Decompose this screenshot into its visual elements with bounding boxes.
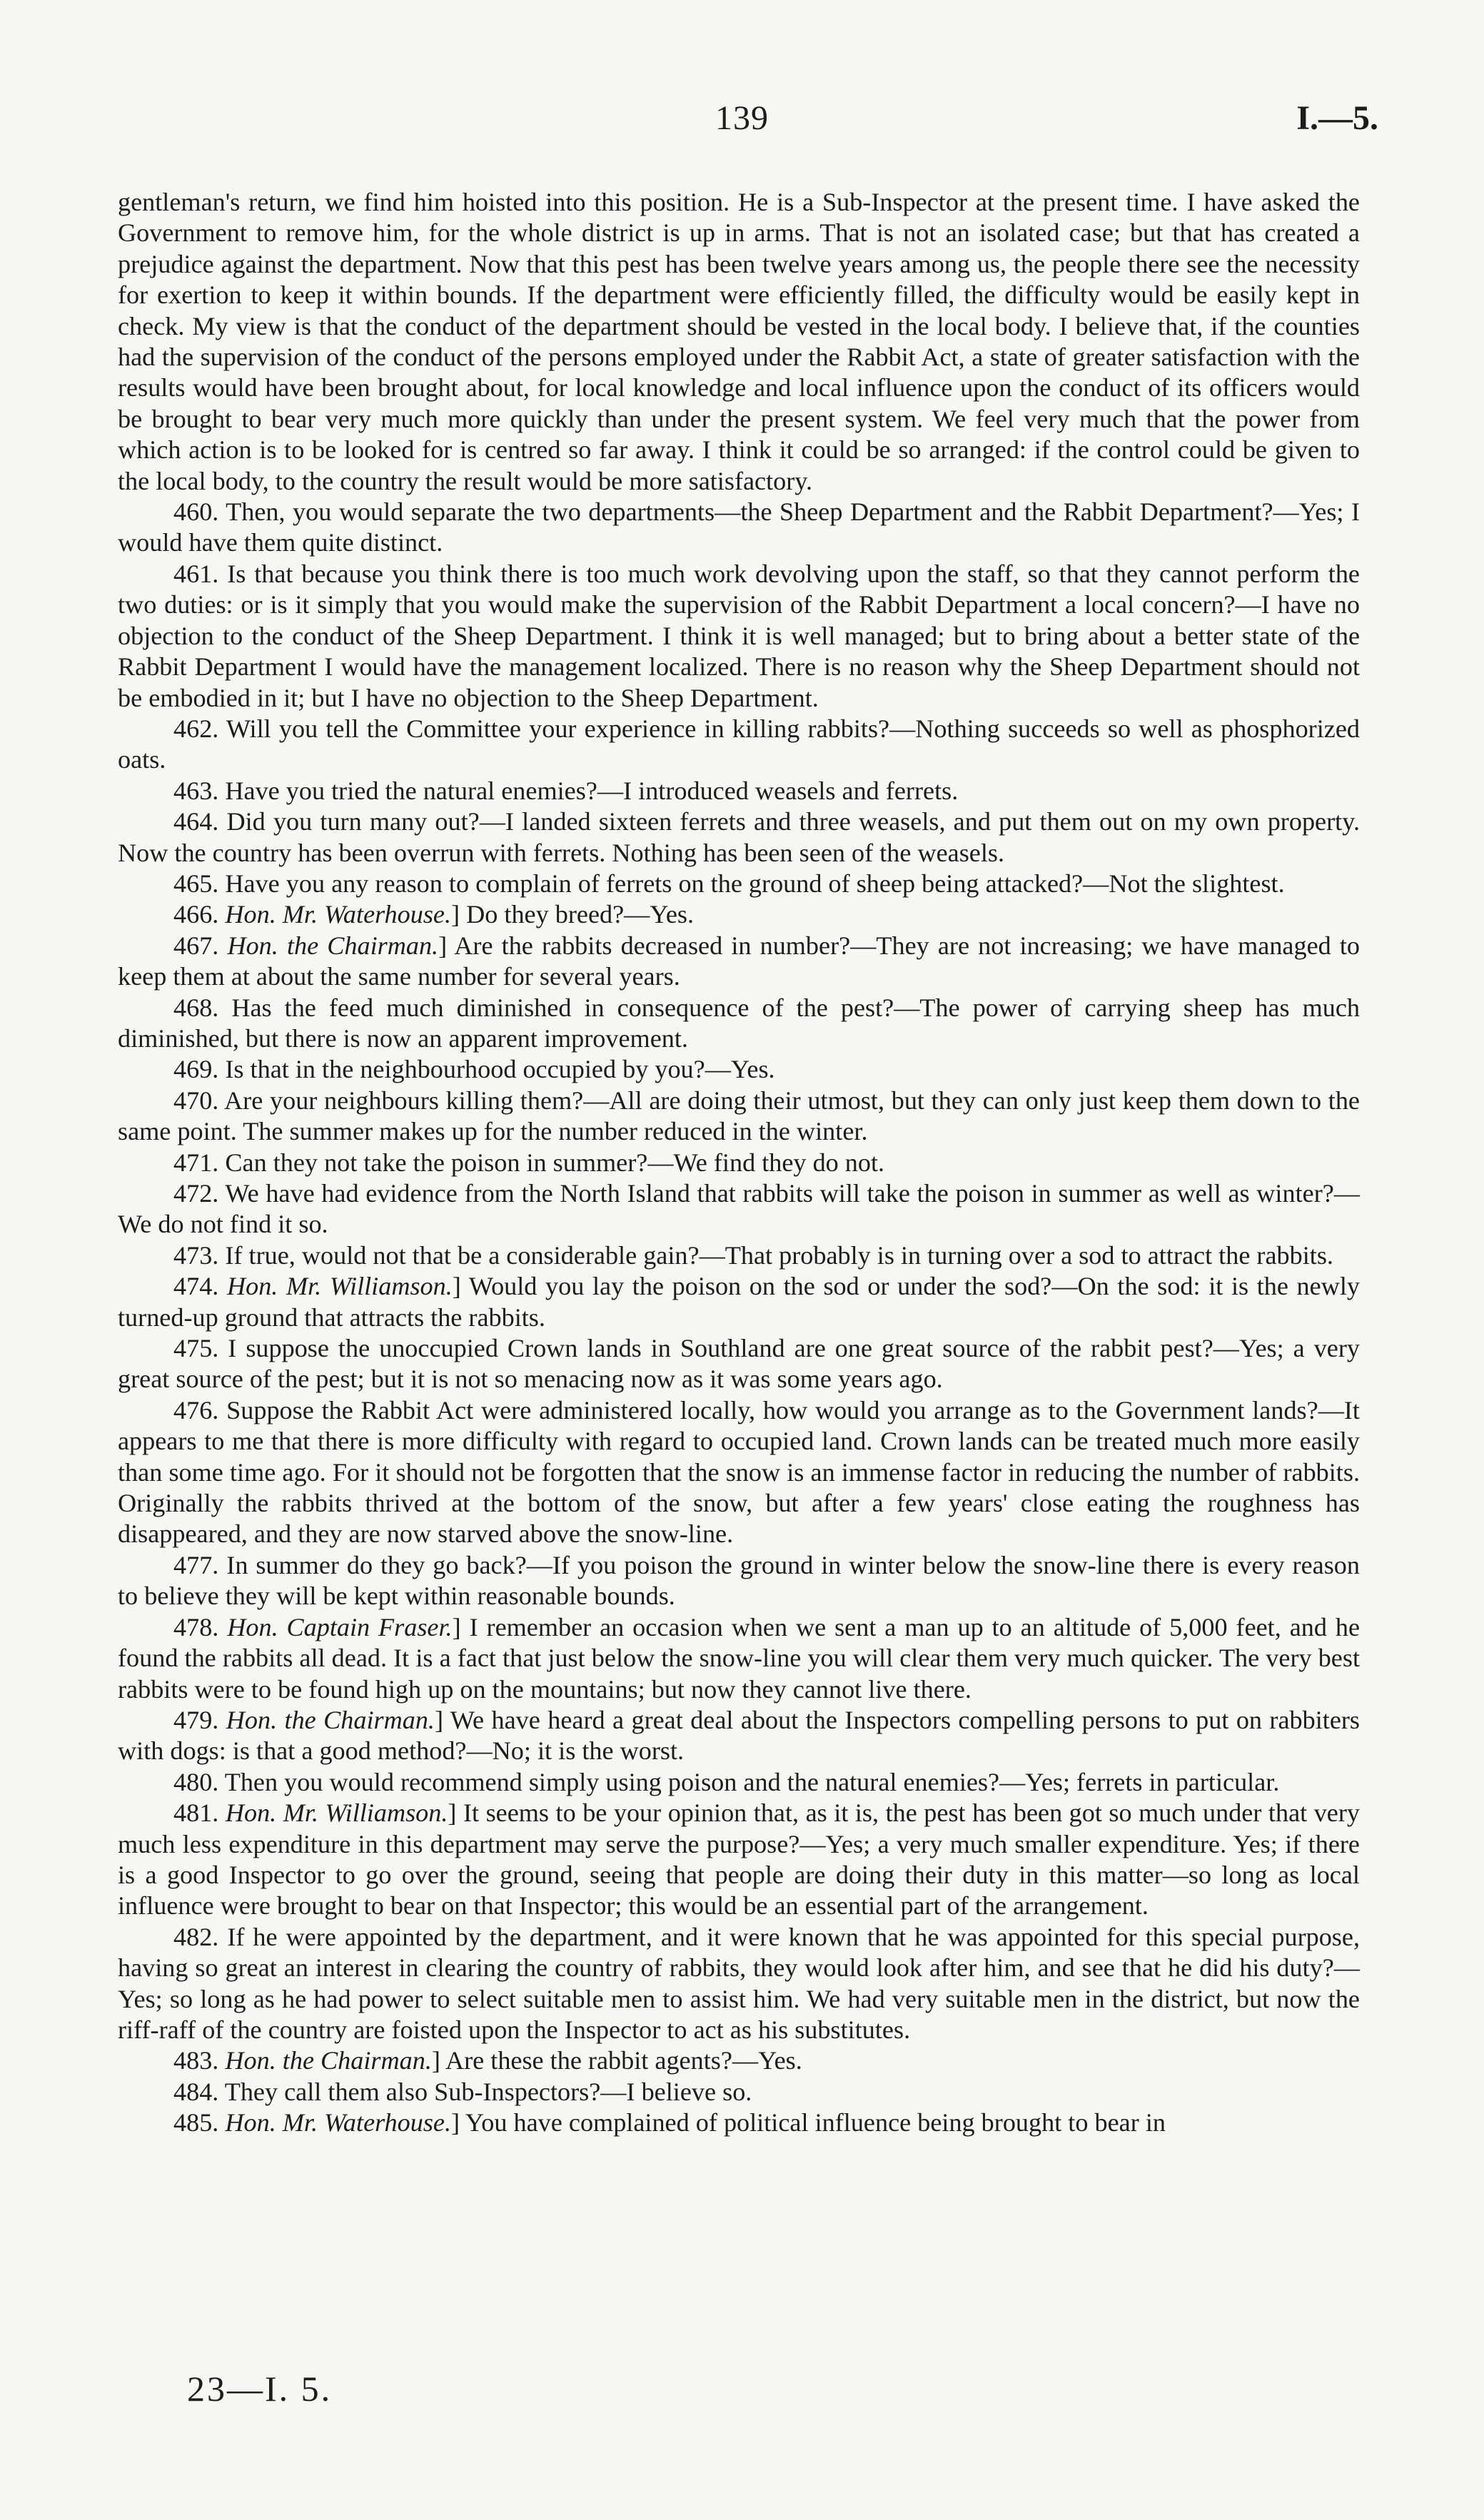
evidence-paragraph (118, 1271, 1360, 1333)
speaker-name: Hon. the Chairman. (226, 1705, 435, 1734)
evidence-paragraph: 463. Have you tried the natural enemies?—I introduced weasels and ferrets. (173, 776, 959, 805)
evidence-paragraph: 462. Will you tell the Committee your experience in killing rabbits?—Nothing succeeds so well as phosphorized oats. (118, 714, 1360, 774)
evidence-paragraph (118, 2045, 1360, 2076)
evidence-paragraph (118, 2107, 1360, 2138)
question-number: 481. (173, 1798, 226, 1828)
opening-paragraph: gentleman's return, we find him hoisted into this position. He is a Sub-Inspector at the present time. I have asked the Government to remove him, for the whole district is up in arms. That is not an isolated case; but that has created a prejudice against the department. Now that this pest has been twelve years among us, the people there see the necessity for exertion to keep it within bounds. If the department were efficiently filled, the difficulty would be easily kept in check. My view is that the conduct of the department should be vested in the local body. I believe that, if the counties had the supervision of the conduct of the persons employed under the Rabbit Act, a state of greater satisfaction with the results would have been brought about, for local knowledge and local influence upon the conduct of its officers would be brought to bear very much more quickly than under the present system. We feel very much that the power from which action is to be looked for is centred so far away. I think it could be so arranged: if the control could be given to the local body, to the country the result would be more satisfactory. (118, 188, 1360, 495)
speaker-name: Hon. Mr. Williamson. (226, 1272, 453, 1301)
evidence-paragraph (118, 1705, 1360, 1767)
question-text: ] It seems to be your opinion that, as it is, the pest has been got so much under that very much less expenditure in this department may serve the purpose?—Yes; a very much smaller expenditure. Yes; if there is a good Inspector to go over the ground, seeing that people are doing their duty in this matter—so long as local influence were brought to bear on that Inspector; this would be an essential part of the arrangement. (118, 1798, 1360, 1921)
evidence-paragraph: 464. Did you turn many out?—I landed sixteen ferrets and three weasels, and put them out on my own property. Now the country has been overrun with ferrets. Nothing has been seen of the weasels. (118, 807, 1360, 867)
question-number: 483. (173, 2046, 226, 2075)
evidence-paragraph: 460. Then, you would separate the two departments—the Sheep Department and the Rabbit Department?—Yes; I would have them quite distinct. (118, 497, 1360, 557)
signature-mark: 23—I. 5. (187, 2369, 333, 2409)
evidence-paragraph: 484. They call them also Sub-Inspectors?—I believe so. (173, 2077, 752, 2106)
question-text: ] Do they breed?—Yes. (451, 900, 695, 929)
evidence-paragraph: 480. Then you would recommend simply using poison and the natural enemies?—Yes; ferrets in particular. (173, 1767, 1280, 1796)
question-number: 467. (173, 931, 228, 960)
question-text: ] We have heard a great deal about the Inspectors compelling persons to put on rabbiters with dogs: is that a good method?—No; it is the worst. (118, 1705, 1361, 1766)
speaker-name: Hon. Mr. Waterhouse. (225, 2108, 452, 2137)
question-list (118, 497, 1360, 2139)
question-text: ] Are these the rabbit agents?—Yes. (431, 2046, 802, 2075)
question-number: 478. (173, 1612, 228, 1641)
evidence-text (118, 187, 1360, 2139)
question-text: ] Would you lay the poison on the sod or under the sod?—On the sod: it is the newly turned-up ground that attracts the rabbits. (118, 1272, 1360, 1332)
evidence-paragraph: 476. Suppose the Rabbit Act were administered locally, how would you arrange as to the Government lands?—It appears to me that there is more difficulty with regard to occupied land. Crown lands can be treated much more easily than some time ago. For it should not be forgotten that the snow is an immense factor in reducing the number of rabbits. Originally the rabbits thrived at the bottom of the snow, but after a few years' close eating the roughness has disappeared, and they are now starved above the snow-line. (118, 1395, 1360, 1549)
evidence-paragraph: 469. Is that in the neighbourhood occupied by you?—Yes. (173, 1055, 775, 1084)
speaker-name: Hon. Captain Fraser. (227, 1612, 453, 1641)
evidence-paragraph: 470. Are your neighbours killing them?—All are doing their utmost, but they can only just keep them down to the same point. The summer makes up for the number reduced in the winter. (118, 1086, 1360, 1146)
question-text: ] You have complained of political influence being brought to bear in (451, 2108, 1166, 2137)
evidence-paragraph: 472. We have had evidence from the North Island that rabbits will take the poison in summer as well as winter?—We do not find it so. (118, 1179, 1360, 1239)
evidence-paragraph: 471. Can they not take the poison in summer?—We find they do not. (173, 1148, 885, 1177)
page-number: 139 (715, 99, 769, 137)
evidence-paragraph: 468. Has the feed much diminished in consequence of the pest?—The power of carrying sheep has much diminished, but there is now an apparent improvement. (118, 993, 1360, 1053)
evidence-paragraph (118, 1612, 1360, 1705)
evidence-paragraph: 482. If he were appointed by the department, and it were known that he was appointed for this special purpose, having so great an interest in clearing the country of rabbits, they would look after him, and see that he did his duty?—Yes; so long as he had power to select suitable men to assist him. We had very suitable men in the district, but now the riff-raff of the country are foisted upon the Inspector to act as his substitutes. (118, 1922, 1360, 2044)
evidence-paragraph (118, 931, 1360, 993)
evidence-paragraph (118, 1798, 1360, 1922)
question-number: 479. (173, 1705, 226, 1734)
question-text: ] Are the rabbits decreased in number?—They are not increasing; we have managed to keep them at about the same number for several years. (118, 931, 1361, 991)
question-number: 474. (173, 1272, 227, 1301)
evidence-paragraph: 461. Is that because you think there is too much work devolving upon the staff, so that they cannot perform the two duties: or is it simply that you would make the supervision of the Rabbit Department a local concern?—I have no objection to the conduct of the Sheep Department. I think it is well managed; but to bring about a better state of the Rabbit Department I would have the management localized. There is no reason why the Sheep Department should not be embodied in it; but I have no objection to the Sheep Department. (118, 559, 1360, 712)
evidence-paragraph: 475. I suppose the unoccupied Crown lands in Southland are one great source of the rabbit pest?—Yes; a very great source of the pest; but it is not so menacing now as it was some years ago. (118, 1334, 1360, 1394)
speaker-name: Hon. the Chairman. (227, 931, 439, 960)
evidence-paragraph (118, 899, 1360, 930)
evidence-paragraph: 465. Have you any reason to complain of ferrets on the ground of sheep being attacked?—Not the slightest. (173, 869, 1285, 898)
question-text: ] I remember an occasion when we sent a man up to an altitude of 5,000 feet, and he found the rabbits all dead. It is a fact that just below the snow-line you will clear them very much quicker. The very best rabbits were to be found high up on the mountains; but now they cannot live there. (118, 1612, 1361, 1704)
question-number: 485. (173, 2108, 226, 2137)
evidence-paragraph: 477. In summer do they go back?—If you poison the ground in winter below the snow-line there is every reason to believe they will be kept within reasonable bounds. (118, 1550, 1360, 1611)
document-reference: I.—5. (1296, 99, 1378, 137)
speaker-name: Hon. the Chairman. (225, 2046, 432, 2075)
evidence-paragraph: 473. If true, would not that be a considerable gain?—That probably is in turning over a sod to attract the rabbits. (173, 1240, 1333, 1270)
question-number: 466. (173, 900, 226, 929)
speaker-name: Hon. Mr. Williamson. (225, 1798, 448, 1828)
speaker-name: Hon. Mr. Waterhouse. (225, 900, 452, 929)
